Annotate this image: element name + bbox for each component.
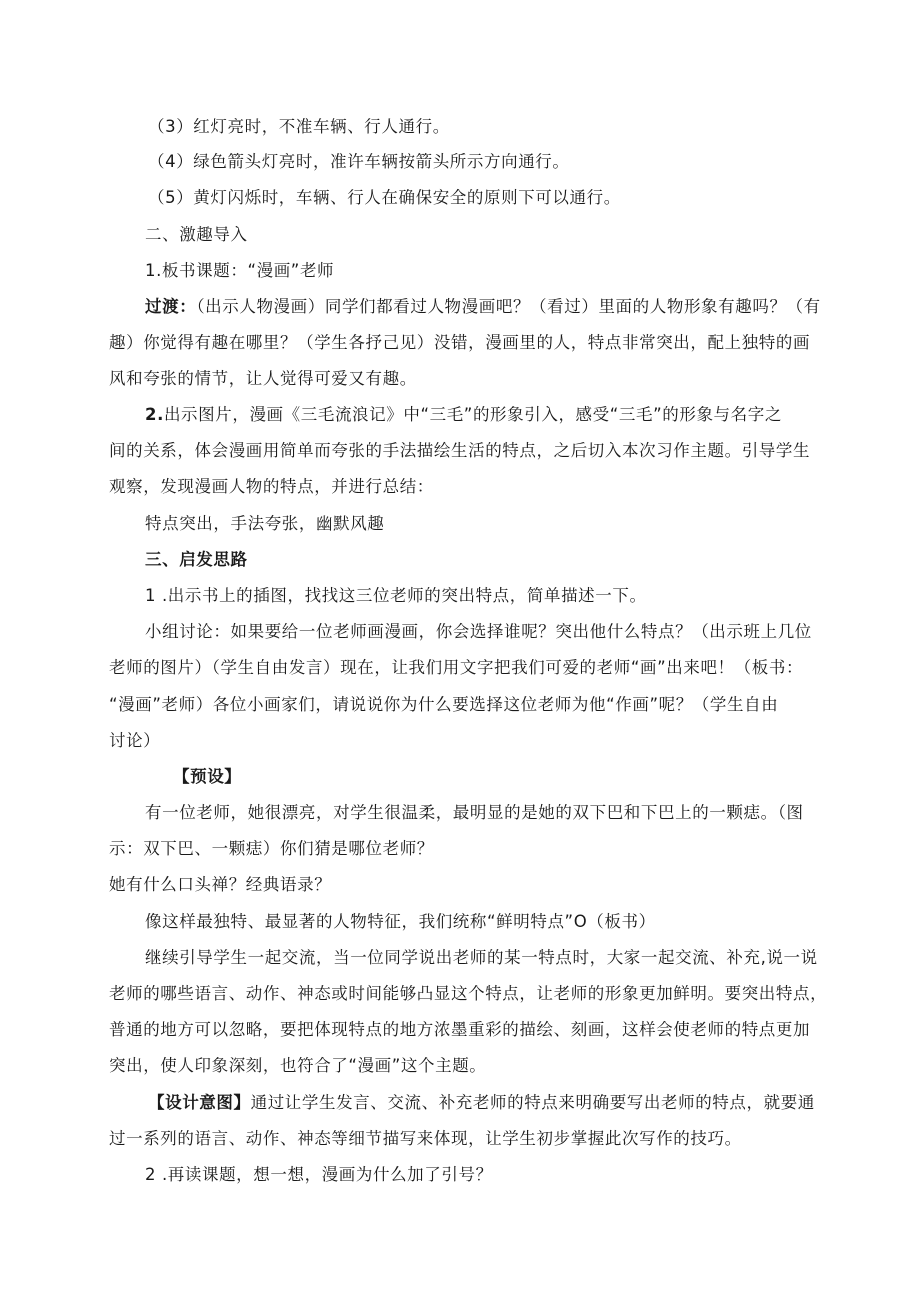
preset-line-4: 像这样最独特、最显著的人物特征，我们统称“鲜明特点”O（板书） <box>145 912 656 931</box>
step-2: 2 .再读课题，想一想，漫画为什么加了引号？ <box>145 1165 493 1184</box>
transition-paragraph-line-1 <box>145 296 821 318</box>
guide-line-3: 普通的地方可以忽略，要把体现特点的地方浓墨重彩的描绘、刻画，这样会使老师的特点更加 <box>109 1020 811 1039</box>
preset-line-1: 有一位老师，她很漂亮，对学生很温柔，最明显的是她的双下巴和下巴上的一颗痣。（图 <box>145 803 804 822</box>
transition-label: 过渡： <box>145 297 197 316</box>
guide-line-2: 老师的哪些语言、动作、神态或时间能够凸显这个特点，让老师的形象更加鲜明。要突出特点， <box>109 984 828 1003</box>
guide-line-4: 突出，使人印象深刻，也符合了“漫画”这个主题。 <box>109 1056 487 1075</box>
design-intent-line-2: 过一系列的语言、动作、神态等细节描写来体现，让学生初步掌握此次写作的技巧。 <box>109 1129 742 1148</box>
rule-5: （5）黄灯闪烁时，车辆、行人在确保安全的原则下可以通行。 <box>148 188 621 207</box>
item-2-line-1 <box>145 404 782 426</box>
rule-4: （4）绿色箭头灯亮时，准许车辆按箭头所示方向通行。 <box>148 152 570 171</box>
discussion-line-4: 讨论） <box>109 731 161 750</box>
section-heading-3: 三、启发思路 <box>145 550 248 569</box>
transition-paragraph-line-2: 趣）你觉得有趣在哪里？（学生各抒己见）没错，漫画里的人，特点非常突出，配上独特的画 <box>109 333 811 352</box>
summary-line: 特点突出，手法夸张，幽默风趣 <box>145 514 385 533</box>
item-2-line-2: 间的关系，体会漫画用简单而夸张的手法描绘生活的特点，之后切入本次习作主题。引导学生 <box>109 441 811 460</box>
item-2-number: 2. <box>145 405 164 424</box>
rule-3: （3）红灯亮时，不准车辆、行人通行。 <box>148 117 450 136</box>
blackboard-title: 1.板书课题：“漫画”老师 <box>145 261 335 280</box>
item-2-text: 出示图片，漫画《三毛流浪记》中“三毛”的形象引入，感受“三毛”的形象与名字之 <box>163 405 782 424</box>
guide-line-1: 继续引导学生一起交流，当一位同学说出老师的某一特点时，大家一起交流、补充,说一说 <box>145 948 818 967</box>
design-intent-text: 通过让学生发言、交流、补充老师的特点来明确要写出老师的特点，就要通 <box>250 1093 815 1112</box>
step-1: 1 .出示书上的插图，找找这三位老师的突出特点，简单描述一下。 <box>145 586 647 605</box>
transition-paragraph-line-3: 风和夸张的情节，让人觉得可爱又有趣。 <box>109 369 417 388</box>
discussion-line-1: 小组讨论：如果要给一位老师画漫画，你会选择谁呢？突出他什么特点？（出示班上几位 <box>145 622 812 641</box>
section-heading-2: 二、激趣导入 <box>145 225 248 244</box>
preset-line-2: 示：双下巴、一颗痣）你们猜是哪位老师？ <box>109 839 434 858</box>
discussion-line-2: 老师的图片）（学生自由发言）现在，让我们用文字把我们可爱的老师“画”出来吧！（板书： <box>109 658 804 677</box>
design-intent-line-1 <box>148 1092 815 1114</box>
discussion-line-3: “漫画”老师）各位小画家们，请说说你为什么要选择这位老师为他“作画”呢？（学生自由 <box>109 695 779 714</box>
preset-heading: 【预设】 <box>173 767 242 786</box>
preset-line-3: 她有什么口头禅？经典语录？ <box>109 875 332 894</box>
design-intent-label: 【设计意图】 <box>148 1093 251 1112</box>
item-2-line-3: 观察，发现漫画人物的特点，并进行总结： <box>109 477 434 496</box>
transition-text: （出示人物漫画）同学们都看过人物漫画吧？（看过）里面的人物形象有趣吗？（有 <box>196 297 821 316</box>
